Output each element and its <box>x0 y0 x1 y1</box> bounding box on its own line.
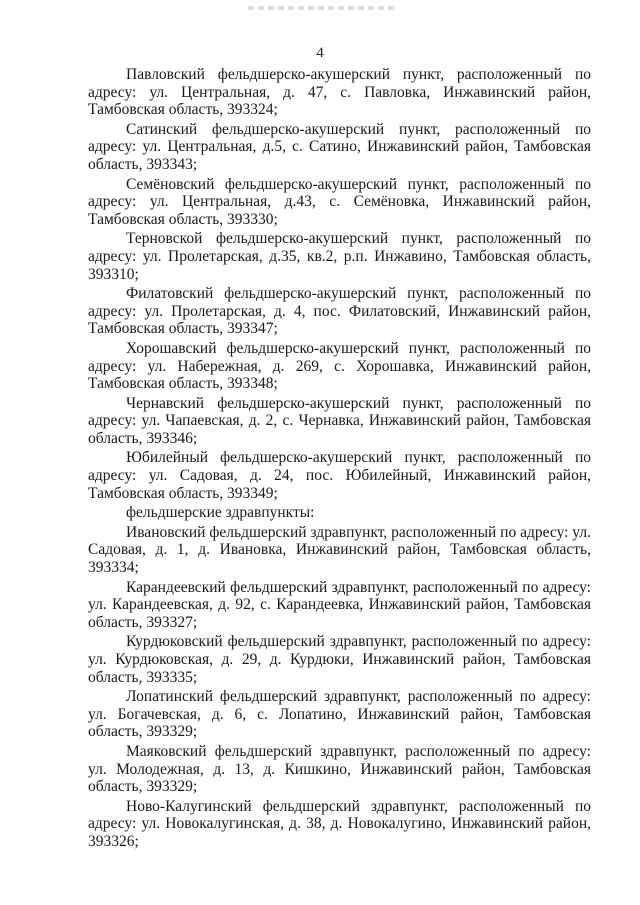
document-body <box>88 66 591 853</box>
paragraph-kurdyukovsky-fzp: Курдюковский фельдшерский здравпункт, расположенный по адресу: ул. Курдюковская, д. 29, д. Курдюки, Инжавинский район, Тамбовская область, 393335; <box>88 633 591 686</box>
paragraph-pavlovsky-fap: Павловский фельдшерско-акушерский пункт, расположенный по адресу: ул. Центральная, д. 47, с. Павловка, Инжавинский район, Тамбовская область, 393324; <box>88 66 591 119</box>
paragraph-chernavsky-fap: Чернавский фельдшерско-акушерский пункт, расположенный по адресу: ул. Чапаевская, д. 2, с. Чернавка, Инжавинский район, Тамбовская область, 393346; <box>88 394 591 447</box>
paragraph-semenovsky-fap: Семёновский фельдшерско-акушерский пункт, расположенный по адресу: ул. Центральная, д.43, с. Семёновка, Инжавинский район, Тамбовская область, 393330; <box>88 175 591 228</box>
paragraph-khoroshavsky-fap: Хорошавский фельдшерско-акушерский пункт, расположенный по адресу: ул. Набережная, д. 269, с. Хорошавка, Инжавинский район, Тамбовская область, 393348; <box>88 339 591 393</box>
paragraph-satinsky-fap: Сатинский фельдшерско-акушерский пункт, расположенный по адресу: ул. Центральная, д.5, с. Сатино, Инжавинский район, Тамбовская область, 393343; <box>88 120 591 173</box>
paragraph-yubileyny-fap: Юбилейный фельдшерско-акушерский пункт, расположенный по адресу: ул. Садовая, д. 24, пос. Юбилейный, Инжавинский район, Тамбовская область, 393349; <box>88 449 591 502</box>
paragraph-ternovskoy-fap: Терновской фельдшерско-акушерский пункт, расположенный по адресу: ул. Пролетарская, д.35, кв.2, р.п. Инжавино, Тамбовская область, 393310; <box>88 230 591 283</box>
paragraph-novo-kaluginsky-fzp: Ново-Калугинский фельдшерский здравпункт, расположенный по адресу: ул. Новокалугинская, д. 38, д. Новокалугино, Инжавинский район, 393326; <box>88 797 591 850</box>
page-number: 4 <box>316 45 324 61</box>
paragraph-ivanovsky-fzp: Ивановский фельдшерский здравпункт, расположенный по адресу: ул. Садовая, д. 1, д. Ивановка, Инжавинский район, Тамбовская область, 393334; <box>88 523 591 577</box>
section-heading-feldsher-points: фельдшерские здравпункты: <box>126 504 315 522</box>
paragraph-karandeevsky-fzp: Карандеевский фельдшерский здравпункт, расположенный по адресу: ул. Карандеевская, д. 92, с. Карандеевка, Инжавинский район, Тамбовская область, 393327; <box>88 578 591 631</box>
paragraph-lopatinsky-fzp: Лопатинский фельдшерский здравпункт, расположенный по адресу: ул. Богачевская, д. 6, с. Лопатино, Инжавинский район, Тамбовская область, 393329; <box>88 688 591 741</box>
paragraph-mayakovsky-fzp: Маяковский фельдшерский здравпункт, расположенный по адресу: ул. Молодежная, д. 13, д. Кишкино, Инжавинский район, Тамбовская область, 393329; <box>88 742 591 796</box>
paragraph-filatovsky-fap: Филатовский фельдшерско-акушерский пункт, расположенный по адресу: ул. Пролетарская, д. 4, пос. Филатовский, Инжавинский район, Тамбовская область, 393347; <box>88 285 591 338</box>
scan-artifact <box>248 6 398 10</box>
